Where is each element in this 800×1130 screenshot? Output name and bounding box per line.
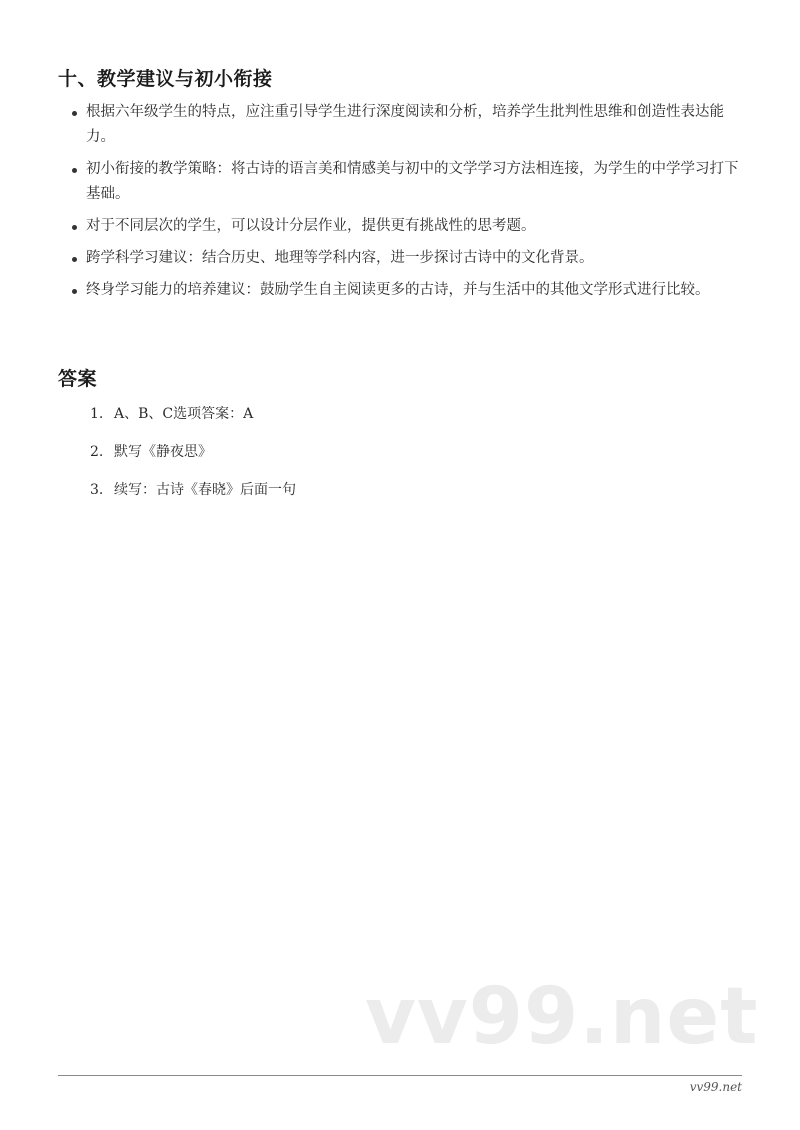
answer-text: 默写《静夜思》 xyxy=(114,444,212,460)
list-item-text: 根据六年级学生的特点，应注重引导学生进行深度阅读和分析，培养学生批判性思维和创造性表达能力。 xyxy=(86,104,724,145)
list-item xyxy=(74,246,744,271)
answers-heading: 答案 xyxy=(58,368,98,390)
answer-item xyxy=(90,440,296,464)
watermark: vv99.net xyxy=(365,972,759,1062)
footer-divider xyxy=(58,1075,742,1076)
answer-number: 2. xyxy=(90,444,104,460)
list-item-text: 初小衔接的教学策略：将古诗的语言美和情感美与初中的文学学习方法相连接，为学生的中学学习打下基础。 xyxy=(86,161,739,202)
answer-number: 1. xyxy=(90,406,104,422)
list-item xyxy=(74,157,744,207)
bullet-icon xyxy=(72,225,77,230)
answer-list xyxy=(90,402,296,516)
list-item-text: 终身学习能力的培养建议：鼓励学生自主阅读更多的古诗，并与生活中的其他文学形式进行比较。 xyxy=(86,282,710,298)
list-item xyxy=(74,278,744,303)
list-item-text: 跨学科学习建议：结合历史、地理等学科内容，进一步探讨古诗中的文化背景。 xyxy=(86,250,594,266)
footer-site[interactable]: vv99.net xyxy=(689,1080,742,1094)
list-item-text: 对于不同层次的学生，可以设计分层作业，提供更有挑战性的思考题。 xyxy=(86,218,536,234)
list-item xyxy=(74,214,744,239)
bullet-icon xyxy=(72,111,77,116)
list-item xyxy=(74,100,744,150)
answer-text: A、B、C选项答案：A xyxy=(114,406,254,422)
answer-item xyxy=(90,402,296,426)
answer-number: 3. xyxy=(90,482,104,498)
answer-text: 续写：古诗《春晓》后面一句 xyxy=(114,482,296,498)
section-heading: 十、教学建议与初小衔接 xyxy=(58,68,273,90)
suggestion-list xyxy=(74,100,744,310)
bullet-icon xyxy=(72,289,77,294)
bullet-icon xyxy=(72,168,77,173)
bullet-icon xyxy=(72,257,77,262)
answer-item xyxy=(90,478,296,502)
